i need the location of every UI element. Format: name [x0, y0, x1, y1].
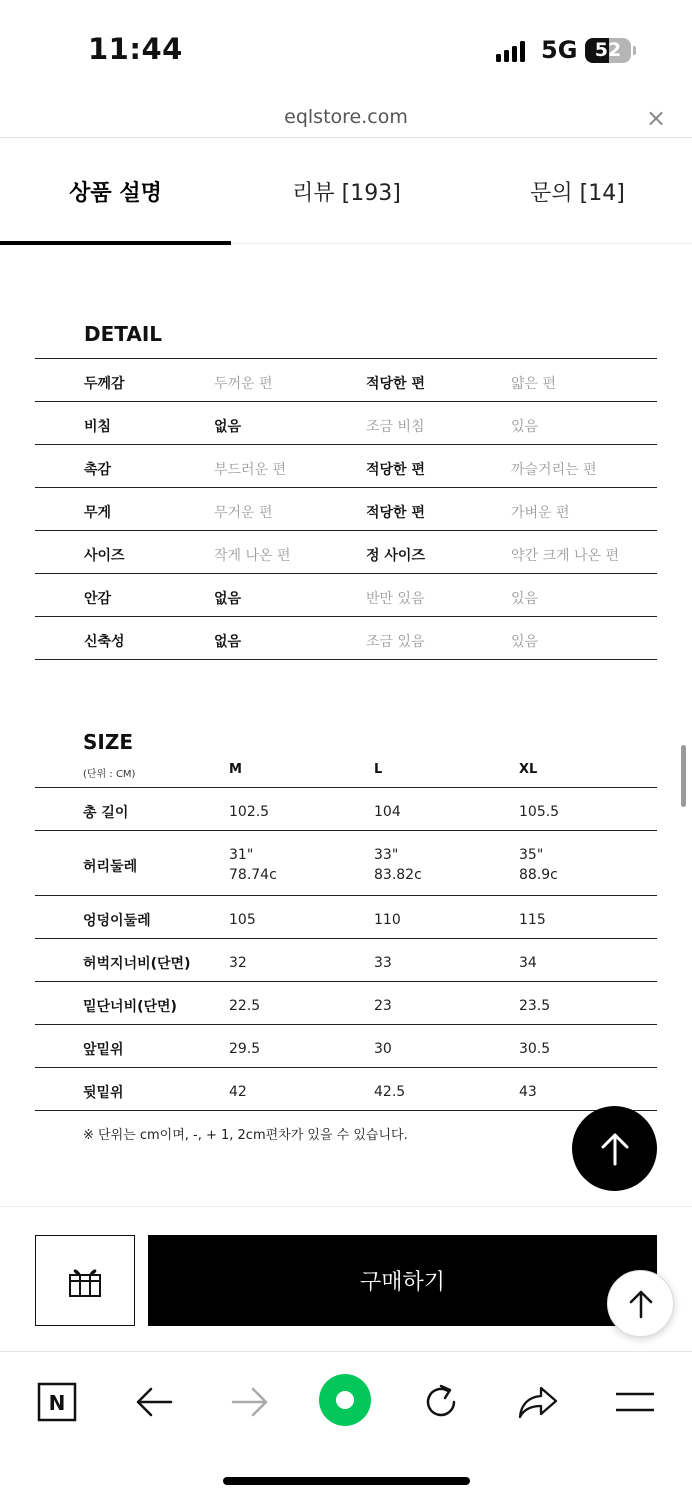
detail-row [35, 617, 657, 660]
size-value: 22.5 [229, 998, 261, 1014]
detail-option: 얇은 편 [511, 376, 557, 392]
detail-row [35, 574, 657, 617]
size-key: 허벅지너비(단면) [83, 956, 191, 972]
detail-key: 촉감 [84, 462, 112, 478]
size-value: 30.5 [519, 1041, 551, 1057]
detail-title: DETAIL [84, 322, 163, 346]
detail-option: 무거운 편 [214, 505, 273, 521]
menu-icon[interactable] [605, 1372, 665, 1432]
gift-button[interactable] [35, 1235, 135, 1326]
detail-key: 두께감 [84, 376, 125, 392]
back-arrow-icon[interactable] [124, 1372, 184, 1432]
size-value: 33 [374, 955, 392, 971]
battery-level: 52 [594, 39, 622, 61]
tab-reviews[interactable]: 리뷰 [193] [292, 180, 401, 206]
tab-inquiries[interactable]: 문의 [14] [530, 180, 625, 206]
size-key: 엉덩이둘레 [83, 913, 151, 929]
detail-option: 작게 나온 편 [214, 548, 291, 564]
size-value: 105.5 [519, 804, 560, 820]
home-indicator[interactable] [223, 1477, 470, 1485]
size-col-m: M [229, 762, 242, 777]
detail-option: 조금 있음 [366, 634, 425, 650]
size-unit: (단위 : CM) [83, 769, 136, 780]
product-tabs [0, 138, 692, 244]
url-text[interactable]: eqlstore.com [284, 106, 408, 128]
detail-option: 있음 [511, 591, 539, 607]
size-row [35, 896, 657, 939]
detail-option: 가벼운 편 [511, 505, 570, 521]
size-row [35, 831, 657, 896]
detail-option-selected: 적당한 편 [366, 505, 425, 521]
detail-option: 약간 크게 나온 편 [511, 548, 620, 564]
detail-option: 있음 [511, 419, 539, 435]
size-value: 33" 83.82c [374, 847, 422, 883]
detail-row [35, 445, 657, 488]
detail-row [35, 359, 657, 402]
size-value: 31" 78.74c [229, 847, 277, 883]
status-bar [0, 0, 692, 100]
detail-option-selected: 없음 [214, 419, 242, 435]
detail-key: 안감 [84, 591, 112, 607]
size-value: 104 [374, 804, 401, 820]
share-icon[interactable] [508, 1372, 568, 1432]
detail-option-selected: 없음 [214, 634, 242, 650]
size-key: 밑단너비(단면) [83, 999, 177, 1015]
battery-icon [585, 38, 631, 63]
size-key: 허리둘레 [83, 859, 138, 875]
arrow-up-icon [600, 1132, 630, 1166]
size-value: 34 [519, 955, 537, 971]
detail-row [35, 531, 657, 574]
scrollbar[interactable] [681, 745, 686, 807]
detail-option-selected: 정 사이즈 [366, 548, 425, 564]
naver-n-icon[interactable] [27, 1372, 87, 1432]
detail-row [35, 488, 657, 531]
buy-button[interactable]: 구매하기 [148, 1235, 657, 1326]
detail-option: 부드러운 편 [214, 462, 287, 478]
size-key: 앞밑위 [83, 1042, 124, 1058]
size-row [35, 939, 657, 982]
size-value: 105 [229, 912, 256, 928]
size-note: ※ 단위는 cm이며, -, + 1, 2cm편차가 있을 수 있습니다. [83, 1128, 408, 1143]
size-value: 42.5 [374, 1084, 406, 1100]
size-row [35, 982, 657, 1025]
close-icon[interactable]: × [646, 104, 667, 132]
detail-option-selected: 적당한 편 [366, 462, 425, 478]
url-bar[interactable] [0, 100, 692, 138]
size-value: 115 [519, 912, 546, 928]
naver-letter: N [48, 1391, 66, 1415]
detail-row [35, 402, 657, 445]
size-row [35, 1068, 657, 1111]
detail-key: 사이즈 [84, 548, 125, 564]
network-label: 5G [541, 36, 578, 64]
size-row [35, 1025, 657, 1068]
size-key: 뒷밑위 [83, 1085, 124, 1101]
gift-icon [67, 1264, 103, 1298]
detail-key: 무게 [84, 505, 112, 521]
size-value: 43 [519, 1084, 537, 1100]
size-value: 35" 88.9c [519, 847, 558, 883]
status-time: 11:44 [88, 32, 183, 66]
size-row [35, 788, 657, 831]
detail-option: 있음 [511, 634, 539, 650]
size-col-l: L [374, 762, 383, 777]
detail-option-selected: 없음 [214, 591, 242, 607]
tab-description[interactable]: 상품 설명 [0, 138, 231, 244]
size-col-xl: XL [519, 762, 538, 777]
size-value: 23.5 [519, 998, 551, 1014]
detail-option-selected: 적당한 편 [366, 376, 425, 392]
signal-icon [496, 40, 525, 62]
size-value: 32 [229, 955, 247, 971]
size-value: 30 [374, 1041, 392, 1057]
detail-option: 반만 있음 [366, 591, 425, 607]
size-value: 29.5 [229, 1041, 261, 1057]
detail-key: 비침 [84, 419, 112, 435]
detail-key: 신축성 [84, 634, 125, 650]
purchase-bar [0, 1206, 692, 1351]
forward-arrow-icon[interactable] [220, 1372, 280, 1432]
scroll-top-button-secondary[interactable] [607, 1270, 674, 1337]
arrow-up-icon [628, 1289, 654, 1319]
refresh-icon[interactable] [411, 1372, 471, 1432]
size-table [35, 788, 657, 1111]
battery-tip [633, 46, 636, 55]
size-title: SIZE [83, 730, 134, 754]
size-key: 총 길이 [83, 805, 129, 821]
detail-table [35, 358, 657, 660]
size-value: 110 [374, 912, 401, 928]
scroll-top-button[interactable] [572, 1106, 657, 1191]
size-value: 102.5 [229, 804, 270, 820]
green-dot-icon[interactable] [315, 1370, 375, 1430]
size-value: 23 [374, 998, 392, 1014]
detail-option: 두꺼운 편 [214, 376, 273, 392]
detail-option: 조금 비침 [366, 419, 425, 435]
detail-option: 까슬거리는 편 [511, 462, 597, 478]
size-table-header [35, 760, 657, 788]
size-value: 42 [229, 1084, 247, 1100]
